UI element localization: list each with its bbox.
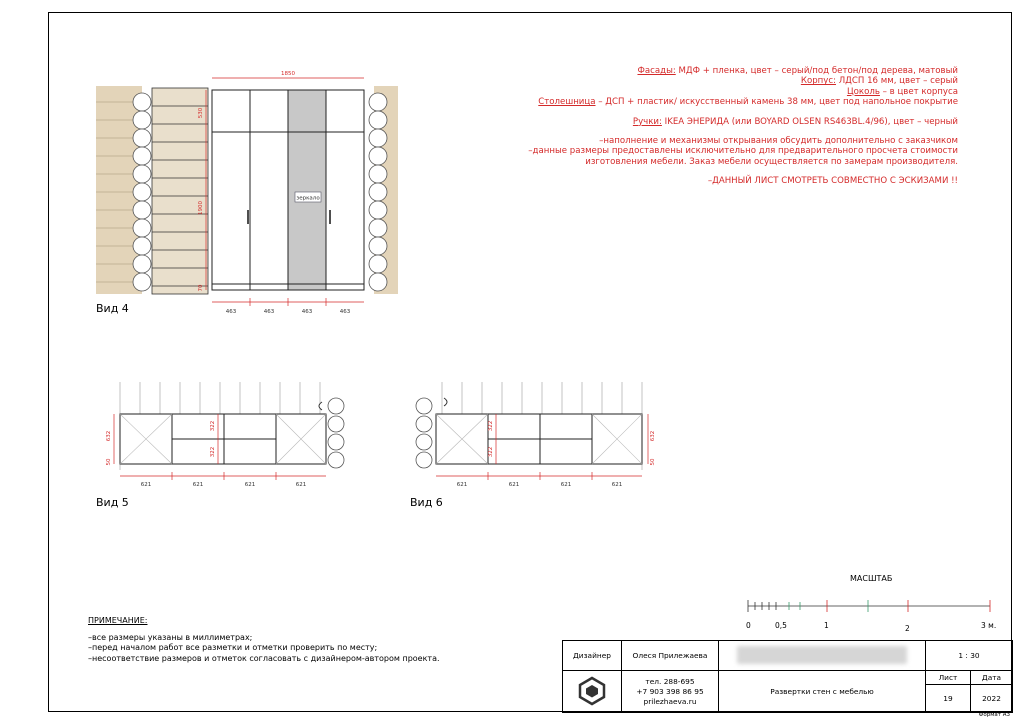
logo-cell <box>563 671 622 713</box>
dim-v6-w1: 621 <box>456 482 468 488</box>
dim-v4-w4: 463 <box>339 309 351 315</box>
note-line-4: –ДАННЫЙ ЛИСТ СМОТРЕТЬ СОВМЕСТНО С ЭСКИЗАМИ !! <box>707 176 958 187</box>
dim-v5-side1: 632 <box>106 430 112 442</box>
dim-v5-w3: 621 <box>244 482 256 488</box>
sheet-label-cell: Лист <box>926 671 971 685</box>
v6-left-logs <box>416 398 432 468</box>
v6-lamp-icon <box>444 398 447 406</box>
client-blurred-cell <box>719 641 926 671</box>
scale-label-2: 2 <box>905 624 910 633</box>
wardrobe-elevation <box>212 90 364 290</box>
dim-v5-side2: 50 <box>106 458 112 466</box>
view5-elevation-drawing <box>100 378 360 490</box>
note-line-2: –данные размеры предоставлены исключительно для предварительного просчета стоимости <box>528 146 958 157</box>
dim-v5-w1: 621 <box>140 482 152 488</box>
scale-label-3m: 3 м. <box>981 621 997 630</box>
dim-v4-upper: 530 <box>198 107 204 119</box>
title-block <box>562 640 1013 713</box>
remarks-item: –перед началом работ все разметки и отметки проверить по месту; <box>88 643 378 653</box>
dim-v6-w3: 621 <box>560 482 572 488</box>
dim-v5-w4: 621 <box>295 482 307 488</box>
remarks-item: –несоответствие размеров и отметок согласовать с дизайнером-автором проекта. <box>88 653 440 663</box>
v5-cabinet <box>120 414 326 464</box>
log-wall-right <box>369 86 398 294</box>
sheet-title-cell: Развертки стен с мебелью <box>719 671 926 713</box>
view4-elevation-drawing <box>88 58 408 318</box>
view4-label: Вид 4 <box>96 302 129 315</box>
redacted-client-info <box>737 646 907 664</box>
scale-title: МАСШТАБ <box>850 574 893 583</box>
v5-right-logs <box>328 398 344 468</box>
remarks-item: –все размеры указаны в миллиметрах; <box>88 632 253 642</box>
date-label-cell: Дата <box>971 671 1013 685</box>
dim-v6-w2: 621 <box>508 482 520 488</box>
dim-v5-w2: 621 <box>192 482 204 488</box>
v6-cabinet <box>436 414 642 464</box>
scale-label-0-5: 0,5 <box>775 621 787 630</box>
view6-label: Вид 6 <box>410 496 443 509</box>
dim-v5-row2: 322 <box>210 446 216 458</box>
mirror-label: зеркало <box>296 195 320 202</box>
material-notes: Фасады: МДФ + пленка, цвет – серый/под бетон/под дерева, матовый Корпус: ЛДСП 16 мм, цвет – серый Цоколь – в цвет корпуса Столешница – ДСП + пластик/ искусственный камень 38 мм, цвет под напольное покрытие Ручки: IKEA ЭНЕРИДА (или BOYARD OLSEN RS463BL.4/96), цвет – черный –наполнение и механизмы открывания обсудить дополнительно с заказчиком –данные размеры предоставлены исключительно для предварительного просчета стоимости изготовления мебели. Заказ мебели осуществляется по замерам производителя. –ДАННЫЙ ЛИСТ СМОТРЕТЬ СОВМЕСТНО С ЭСКИЗАМИ !! <box>528 66 958 187</box>
dim-v6-row2: 322 <box>488 446 494 458</box>
log-wall-left <box>96 86 151 294</box>
note-line-3: изготовления мебели. Заказ мебели осуществляется по замерам производителя. <box>585 156 958 167</box>
dim-v4-w1: 463 <box>225 309 237 315</box>
view5-label: Вид 5 <box>96 496 129 509</box>
year-cell: 2022 <box>971 685 1013 713</box>
dim-v4-plinth: 70 <box>198 284 204 292</box>
dim-v5-row1: 322 <box>210 420 216 432</box>
paper-format-label: Формат А3 <box>978 712 1010 718</box>
scale-label-0: 0 <box>746 621 751 630</box>
dim-v6-side1: 632 <box>650 430 656 442</box>
dim-v4-top: 1850 <box>281 71 295 77</box>
ratio-cell: 1 : 30 <box>926 641 1013 671</box>
dim-v4-w2: 463 <box>263 309 275 315</box>
dim-v6-row1: 322 <box>488 420 494 432</box>
designer-label-cell: Дизайнер <box>563 641 622 671</box>
dim-v4-w3: 463 <box>301 309 313 315</box>
contacts-cell: тел. 288-695 +7 903 398 86 95 prilezhaeva.ru <box>622 671 719 713</box>
scale-label-1: 1 <box>824 621 829 630</box>
note-line-1: –наполнение и механизмы открывания обсудить дополнительно с заказчиком <box>599 136 958 147</box>
dim-v4-height: 1900 <box>198 201 204 215</box>
designer-name-cell: Олеся Прилежаева <box>622 641 719 671</box>
dim-v6-w4: 621 <box>611 482 623 488</box>
remarks-block <box>88 616 440 664</box>
v5-lamp-icon <box>319 402 322 410</box>
sheet-number-cell: 19 <box>926 685 971 713</box>
company-logo-icon <box>577 676 607 706</box>
dim-v6-side2: 50 <box>650 458 656 466</box>
view6-elevation-drawing <box>412 378 672 490</box>
remarks-title: ПРИМЕЧАНИЕ: <box>88 616 148 625</box>
